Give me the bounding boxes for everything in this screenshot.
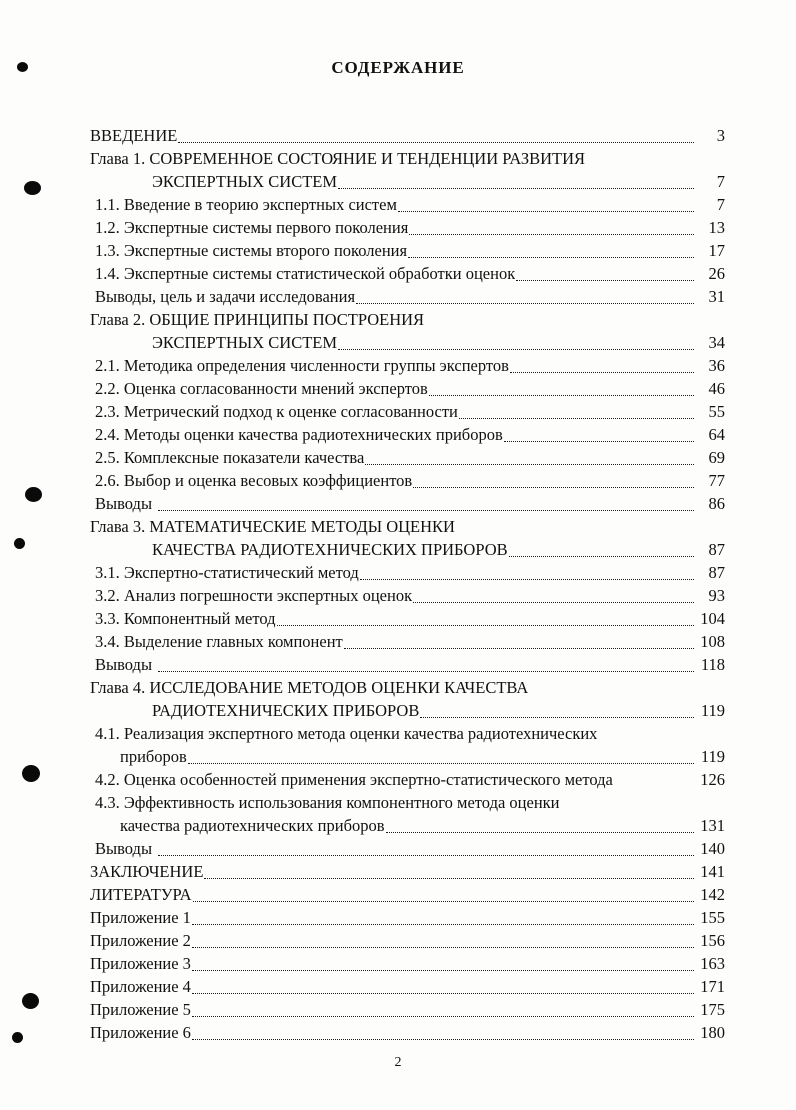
- toc-entry-page: 104: [700, 609, 725, 628]
- toc-entry[interactable]: [90, 561, 725, 584]
- toc-entry[interactable]: [90, 400, 725, 423]
- toc-entry-label: 4.1. Реализация экспертного метода оценки качества радиотехнических: [95, 724, 598, 743]
- toc-entry-label: Выводы: [95, 494, 153, 513]
- toc-entry-label: ЭКСПЕРТНЫХ СИСТЕМ: [152, 172, 338, 191]
- toc-entry-label: 1.3. Экспертные системы второго поколения: [95, 241, 408, 260]
- toc-entry-page: 118: [700, 655, 725, 674]
- toc-entry[interactable]: [90, 837, 725, 860]
- scan-artifact-dot: [24, 181, 41, 195]
- toc-entry-label: 1.2. Экспертные системы первого поколения: [95, 218, 409, 237]
- toc-entry-label: 2.1. Методика определения численности группы экспертов: [95, 356, 509, 375]
- toc-entry[interactable]: [90, 653, 725, 676]
- page-number: 2: [394, 1055, 402, 1070]
- toc-dot-leader: [338, 348, 694, 350]
- toc-entry-page: 131: [700, 816, 725, 835]
- toc-dot-leader: [360, 578, 694, 580]
- toc-dot-leader: [192, 1015, 694, 1017]
- toc-dot-leader: [158, 854, 694, 856]
- toc-dot-leader: [398, 210, 694, 212]
- toc-entry[interactable]: [90, 216, 725, 239]
- toc-entry-label: Глава 4. ИССЛЕДОВАНИЕ МЕТОДОВ ОЦЕНКИ КАЧЕСТВА: [90, 678, 529, 697]
- toc-entry-page: 119: [700, 747, 725, 766]
- toc-entry-label: Выводы, цель и задачи исследования: [95, 287, 356, 306]
- toc-entry[interactable]: [90, 492, 725, 515]
- toc-entry[interactable]: [90, 630, 725, 653]
- toc-dot-leader: [192, 1038, 694, 1040]
- toc-dot-leader: [188, 762, 694, 764]
- toc-entry-label: Выводы: [95, 655, 153, 674]
- toc-entry-page: 77: [708, 471, 725, 490]
- toc-entry[interactable]: [90, 469, 725, 492]
- toc-entry-label: 3.4. Выделение главных компонент: [95, 632, 343, 651]
- toc-entry-label: 4.2. Оценка особенностей применения экспертно-статистического метода: [95, 770, 613, 789]
- toc-entry[interactable]: [90, 124, 725, 147]
- toc-entry-label: Глава 2. ОБЩИЕ ПРИНЦИПЫ ПОСТРОЕНИЯ: [90, 310, 425, 329]
- toc-dot-leader: [192, 969, 694, 971]
- toc-entry-page: 141: [700, 862, 725, 881]
- toc-dot-leader: [344, 647, 694, 649]
- toc-entry-page: 36: [708, 356, 725, 375]
- toc-dot-leader: [365, 463, 694, 465]
- toc-entry-page: 163: [700, 954, 725, 973]
- toc-entry-page: 87: [708, 563, 725, 582]
- toc-entry-label: Приложение 4: [90, 977, 191, 996]
- toc-entry-page: 156: [700, 931, 725, 950]
- toc-entry-label: Выводы: [95, 839, 153, 858]
- toc-entry[interactable]: [90, 791, 725, 814]
- toc-entry-page: 126: [700, 770, 725, 789]
- toc-entry[interactable]: [90, 308, 725, 331]
- toc-entry[interactable]: [90, 952, 725, 975]
- toc-entry-page: 17: [708, 241, 725, 260]
- toc-entry-page: 55: [708, 402, 725, 421]
- toc-entry[interactable]: [90, 515, 725, 538]
- toc-entry[interactable]: [90, 170, 725, 193]
- toc-entry[interactable]: [90, 814, 725, 837]
- toc-entry-label: Приложение 2: [90, 931, 191, 950]
- toc-entry[interactable]: [90, 745, 725, 768]
- toc-entry[interactable]: [90, 377, 725, 400]
- toc-entry-label: Глава 1. СОВРЕМЕННОЕ СОСТОЯНИЕ И ТЕНДЕНЦИИ РАЗВИТИЯ: [90, 149, 586, 168]
- scan-artifact-dot: [22, 765, 40, 782]
- toc-entry-page: 46: [708, 379, 725, 398]
- toc-entry-label: качества радиотехнических приборов: [120, 816, 385, 835]
- toc-dot-leader: [459, 417, 694, 419]
- toc-entry[interactable]: [90, 975, 725, 998]
- toc-entry-label: 2.6. Выбор и оценка весовых коэффициентов: [95, 471, 413, 490]
- scan-artifact-dot: [14, 538, 25, 549]
- toc-entry[interactable]: [90, 147, 725, 170]
- toc-entry-label: Приложение 3: [90, 954, 191, 973]
- toc-entry-label: Приложение 5: [90, 1000, 191, 1019]
- toc-entry[interactable]: [90, 239, 725, 262]
- toc-entry[interactable]: [90, 446, 725, 469]
- toc-dot-leader: [204, 877, 694, 879]
- toc-entry[interactable]: [90, 860, 725, 883]
- toc-entry[interactable]: [90, 331, 725, 354]
- toc-entry-label: 2.3. Метрический подход к оценке согласованности: [95, 402, 458, 421]
- toc-dot-leader: [356, 302, 694, 304]
- page-title: СОДЕРЖАНИЕ: [331, 58, 465, 77]
- toc-entry-page: 108: [700, 632, 725, 651]
- toc-entry-page: 13: [708, 218, 725, 237]
- toc-entry[interactable]: [90, 607, 725, 630]
- toc-entry-label: ЛИТЕРАТУРА: [90, 885, 192, 904]
- toc-dot-leader: [420, 716, 694, 718]
- table-of-contents: [90, 124, 725, 1044]
- toc-entry-label: ЗАКЛЮЧЕНИЕ: [90, 862, 204, 881]
- toc-entry-page: 64: [708, 425, 725, 444]
- toc-dot-leader: [178, 141, 694, 143]
- toc-entry-label: Глава 3. МАТЕМАТИЧЕСКИЕ МЕТОДЫ ОЦЕНКИ: [90, 517, 455, 536]
- toc-entry-page: 34: [708, 333, 725, 352]
- toc-entry-label: приборов: [120, 747, 187, 766]
- toc-entry-page: 142: [700, 885, 725, 904]
- toc-entry-label: КАЧЕСТВА РАДИОТЕХНИЧЕСКИХ ПРИБОРОВ: [152, 540, 508, 559]
- toc-dot-leader: [413, 486, 694, 488]
- toc-entry-page: 7: [716, 172, 725, 191]
- toc-entry[interactable]: [90, 768, 725, 791]
- toc-dot-leader: [413, 601, 694, 603]
- toc-entry-page: 155: [700, 908, 725, 927]
- toc-entry-page: 140: [700, 839, 725, 858]
- toc-entry[interactable]: [90, 929, 725, 952]
- toc-dot-leader: [192, 992, 694, 994]
- toc-entry-label: 1.4. Экспертные системы статистической обработки оценок: [95, 264, 516, 283]
- toc-entry[interactable]: [90, 722, 725, 745]
- toc-dot-leader: [509, 555, 694, 557]
- toc-entry-label: Приложение 6: [90, 1023, 191, 1042]
- toc-entry-page: 31: [708, 287, 725, 306]
- toc-entry-page: 93: [708, 586, 725, 605]
- toc-entry[interactable]: [90, 998, 725, 1021]
- toc-entry[interactable]: [90, 262, 725, 285]
- toc-dot-leader: [158, 670, 694, 672]
- toc-entry-page: 86: [708, 494, 725, 513]
- toc-entry-label: 2.4. Методы оценки качества радиотехнических приборов: [95, 425, 503, 444]
- toc-dot-leader: [504, 440, 694, 442]
- toc-dot-leader: [429, 394, 694, 396]
- toc-dot-leader: [192, 923, 694, 925]
- toc-entry-label: ЭКСПЕРТНЫХ СИСТЕМ: [152, 333, 338, 352]
- toc-entry[interactable]: [90, 193, 725, 216]
- toc-dot-leader: [338, 187, 694, 189]
- toc-dot-leader: [193, 900, 694, 902]
- toc-entry-label: 2.5. Комплексные показатели качества: [95, 448, 365, 467]
- toc-entry-page: 171: [700, 977, 725, 996]
- toc-entry-page: 3: [716, 126, 725, 145]
- toc-dot-leader: [516, 279, 694, 281]
- scan-artifact-dot: [25, 487, 42, 502]
- toc-entry[interactable]: [90, 906, 725, 929]
- toc-entry[interactable]: [90, 584, 725, 607]
- toc-entry-label: Приложение 1: [90, 908, 191, 927]
- toc-entry-page: 175: [700, 1000, 725, 1019]
- toc-entry[interactable]: [90, 285, 725, 308]
- toc-entry[interactable]: [90, 676, 725, 699]
- toc-dot-leader: [192, 946, 694, 948]
- toc-dot-leader: [510, 371, 694, 373]
- toc-entry[interactable]: [90, 538, 725, 561]
- toc-entry[interactable]: [90, 423, 725, 446]
- toc-entry-page: 119: [700, 701, 725, 720]
- toc-entry-page: 26: [708, 264, 725, 283]
- toc-dot-leader: [386, 831, 695, 833]
- toc-entry-page: 87: [708, 540, 725, 559]
- toc-entry-page: 180: [700, 1023, 725, 1042]
- toc-entry-page: 69: [708, 448, 725, 467]
- toc-entry[interactable]: [90, 1021, 725, 1044]
- scan-artifact-dot: [12, 1032, 23, 1043]
- toc-dot-leader: [409, 233, 694, 235]
- toc-entry-label: 3.3. Компонентный метод: [95, 609, 276, 628]
- toc-entry-label: ВВЕДЕНИЕ: [90, 126, 178, 145]
- toc-entry[interactable]: [90, 354, 725, 377]
- toc-dot-leader: [277, 624, 694, 626]
- toc-entry-label: 2.2. Оценка согласованности мнений экспертов: [95, 379, 428, 398]
- toc-dot-leader: [158, 509, 694, 511]
- toc-entry-label: РАДИОТЕХНИЧЕСКИХ ПРИБОРОВ: [152, 701, 420, 720]
- toc-entry-label: 3.2. Анализ погрешности экспертных оценок: [95, 586, 413, 605]
- toc-entry[interactable]: [90, 883, 725, 906]
- toc-entry-page: 7: [716, 195, 725, 214]
- toc-dot-leader: [408, 256, 694, 258]
- toc-entry-label: 3.1. Экспертно-статистический метод: [95, 563, 359, 582]
- toc-entry-label: 4.3. Эффективность использования компонентного метода оценки: [95, 793, 560, 812]
- scan-artifact-dot: [22, 993, 39, 1009]
- toc-entry[interactable]: [90, 699, 725, 722]
- toc-entry-label: 1.1. Введение в теорию экспертных систем: [95, 195, 397, 214]
